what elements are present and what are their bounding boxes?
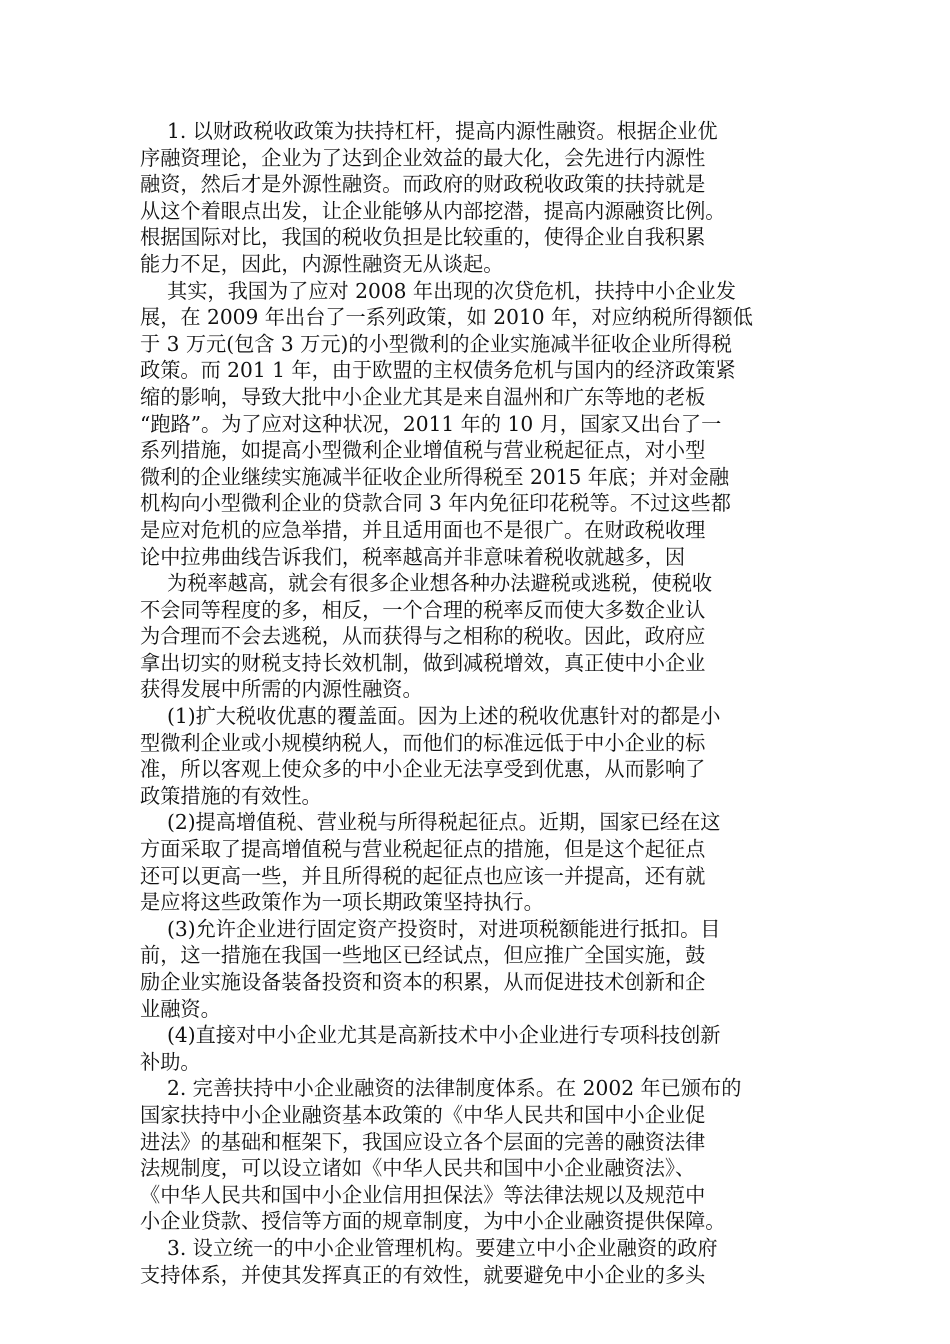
text-line: 拿出切实的财税支持长效机制，做到减税增效，真正使中小企业 [140, 650, 706, 675]
text-line: 1. 以财政税收政策为扶持杠杆，提高内源性融资。根据企业优 [167, 119, 718, 143]
text-line: 能力不足，因此，内源性融资无从谈起。 [140, 251, 504, 276]
text-line: 系列措施，如提高小型微利企业增值税与营业税起征点，对小型 [140, 438, 706, 463]
text-line: 《中华人民共和国中小企业信用担保法》等法律法规以及规范中 [140, 1182, 706, 1207]
text-line: 缩的影响，导致大批中小企业尤其是来自温州和广东等地的老板 [140, 384, 706, 409]
text-line: 小企业贷款、授信等方面的规章制度，为中小企业融资提供保障。 [140, 1209, 726, 1234]
text-line: 准，所以客观上使众多的中小企业无法享受到优惠，从而影响了 [140, 757, 706, 782]
text-line: 为合理而不会去逃税，从而获得与之相称的税收。因此，政府应 [140, 624, 706, 649]
text-line: (4)直接对中小企业尤其是高新技术中小企业进行专项科技创新 [167, 1023, 721, 1048]
text-line: 支持体系，并使其发挥真正的有效性，就要避免中小企业的多头 [140, 1262, 706, 1287]
text-line: (1)扩大税收优惠的覆盖面。因为上述的税收优惠针对的都是小 [167, 704, 721, 729]
text-line: 其实，我国为了应对 2008 年出现的次贷危机，扶持中小企业发 [167, 278, 736, 303]
text-line: 国家扶持中小企业融资基本政策的《中华人民共和国中小企业促 [140, 1102, 706, 1127]
text-line: (3)允许企业进行固定资产投资时，对进项税额能进行抵扣。目 [167, 916, 721, 941]
text-line: 还可以更高一些，并且所得税的起征点也应该一并提高，还有就 [140, 863, 706, 888]
text-line: 进法》的基础和框架下，我国应设立各个层面的完善的融资法律 [140, 1129, 706, 1154]
text-line: 是应将这些政策作为一项长期政策坚持执行。 [140, 890, 544, 915]
text-line: 论中拉弗曲线告诉我们，税率越高并非意味着税收就越多，因 [140, 544, 686, 569]
text-line: 获得发展中所需的内源性融资。 [140, 677, 423, 702]
text-line: 不会同等程度的多，相反，一个合理的税率反而使大多数企业认 [140, 597, 706, 622]
text-line: 业融资。 [140, 996, 221, 1021]
text-line: 励企业实施设备装备投资和资本的积累，从而促进技术创新和企 [140, 970, 706, 994]
document-body-text [140, 118, 790, 1288]
text-line: 3. 设立统一的中小企业管理机构。要建立中小企业融资的政府 [167, 1235, 718, 1260]
text-line: 机构向小型微利企业的贷款合同 3 年内免征印花税等。不过这些都 [140, 491, 731, 516]
text-line: 根据国际对比，我国的税收负担是比较重的，使得企业自我积累 [140, 225, 706, 250]
text-line: 是应对危机的应急举措，并且适用面也不是很广。在财政税收理 [140, 517, 706, 542]
text-line: 展，在 2009 年出台了一系列政策，如 2010 年，对应纳税所得额低 [140, 305, 753, 330]
text-line: 政策措施的有效性。 [140, 783, 322, 808]
text-line: “跑路”。为了应对这种状况，2011 年的 10 月，国家又出台了一 [140, 411, 722, 436]
text-line: 从这个着眼点出发，让企业能够从内部挖潜，提高内源融资比例。 [140, 198, 726, 223]
text-line: (2)提高增值税、营业税与所得税起征点。近期，国家已经在这 [167, 810, 721, 835]
text-line: 序融资理论，企业为了达到企业效益的最大化，会先进行内源性 [140, 145, 706, 170]
text-line: 融资，然后才是外源性融资。而政府的财政税收政策的扶持就是 [140, 172, 706, 197]
text-line: 型微利企业或小规模纳税人，而他们的标准远低于中小企业的标 [140, 730, 706, 755]
text-line: 方面采取了提高增值税与营业税起征点的措施，但是这个起征点 [140, 837, 706, 862]
text-line: 为税率越高，就会有很多企业想各种办法避税或逃税，使税收 [167, 571, 713, 596]
text-line: 于 3 万元(包含 3 万元)的小型微利的企业实施减半征收企业所得税 [140, 331, 732, 356]
text-line: 法规制度，可以设立诸如《中华人民共和国中小企业融资法》、 [140, 1156, 696, 1181]
text-line: 2. 完善扶持中小企业融资的法律制度体系。在 2002 年已颁布的 [167, 1076, 742, 1101]
text-line: 微利的企业继续实施减半征收企业所得税至 2015 年底；并对金融 [140, 464, 730, 489]
text-line: 前，这一措施在我国一些地区已经试点，但应推广全国实施，鼓 [140, 943, 706, 968]
text-line: 政策。而 201 1 年，由于欧盟的主权债务危机与国内的经济政策紧 [140, 358, 736, 383]
text-line: 补助。 [140, 1049, 201, 1074]
